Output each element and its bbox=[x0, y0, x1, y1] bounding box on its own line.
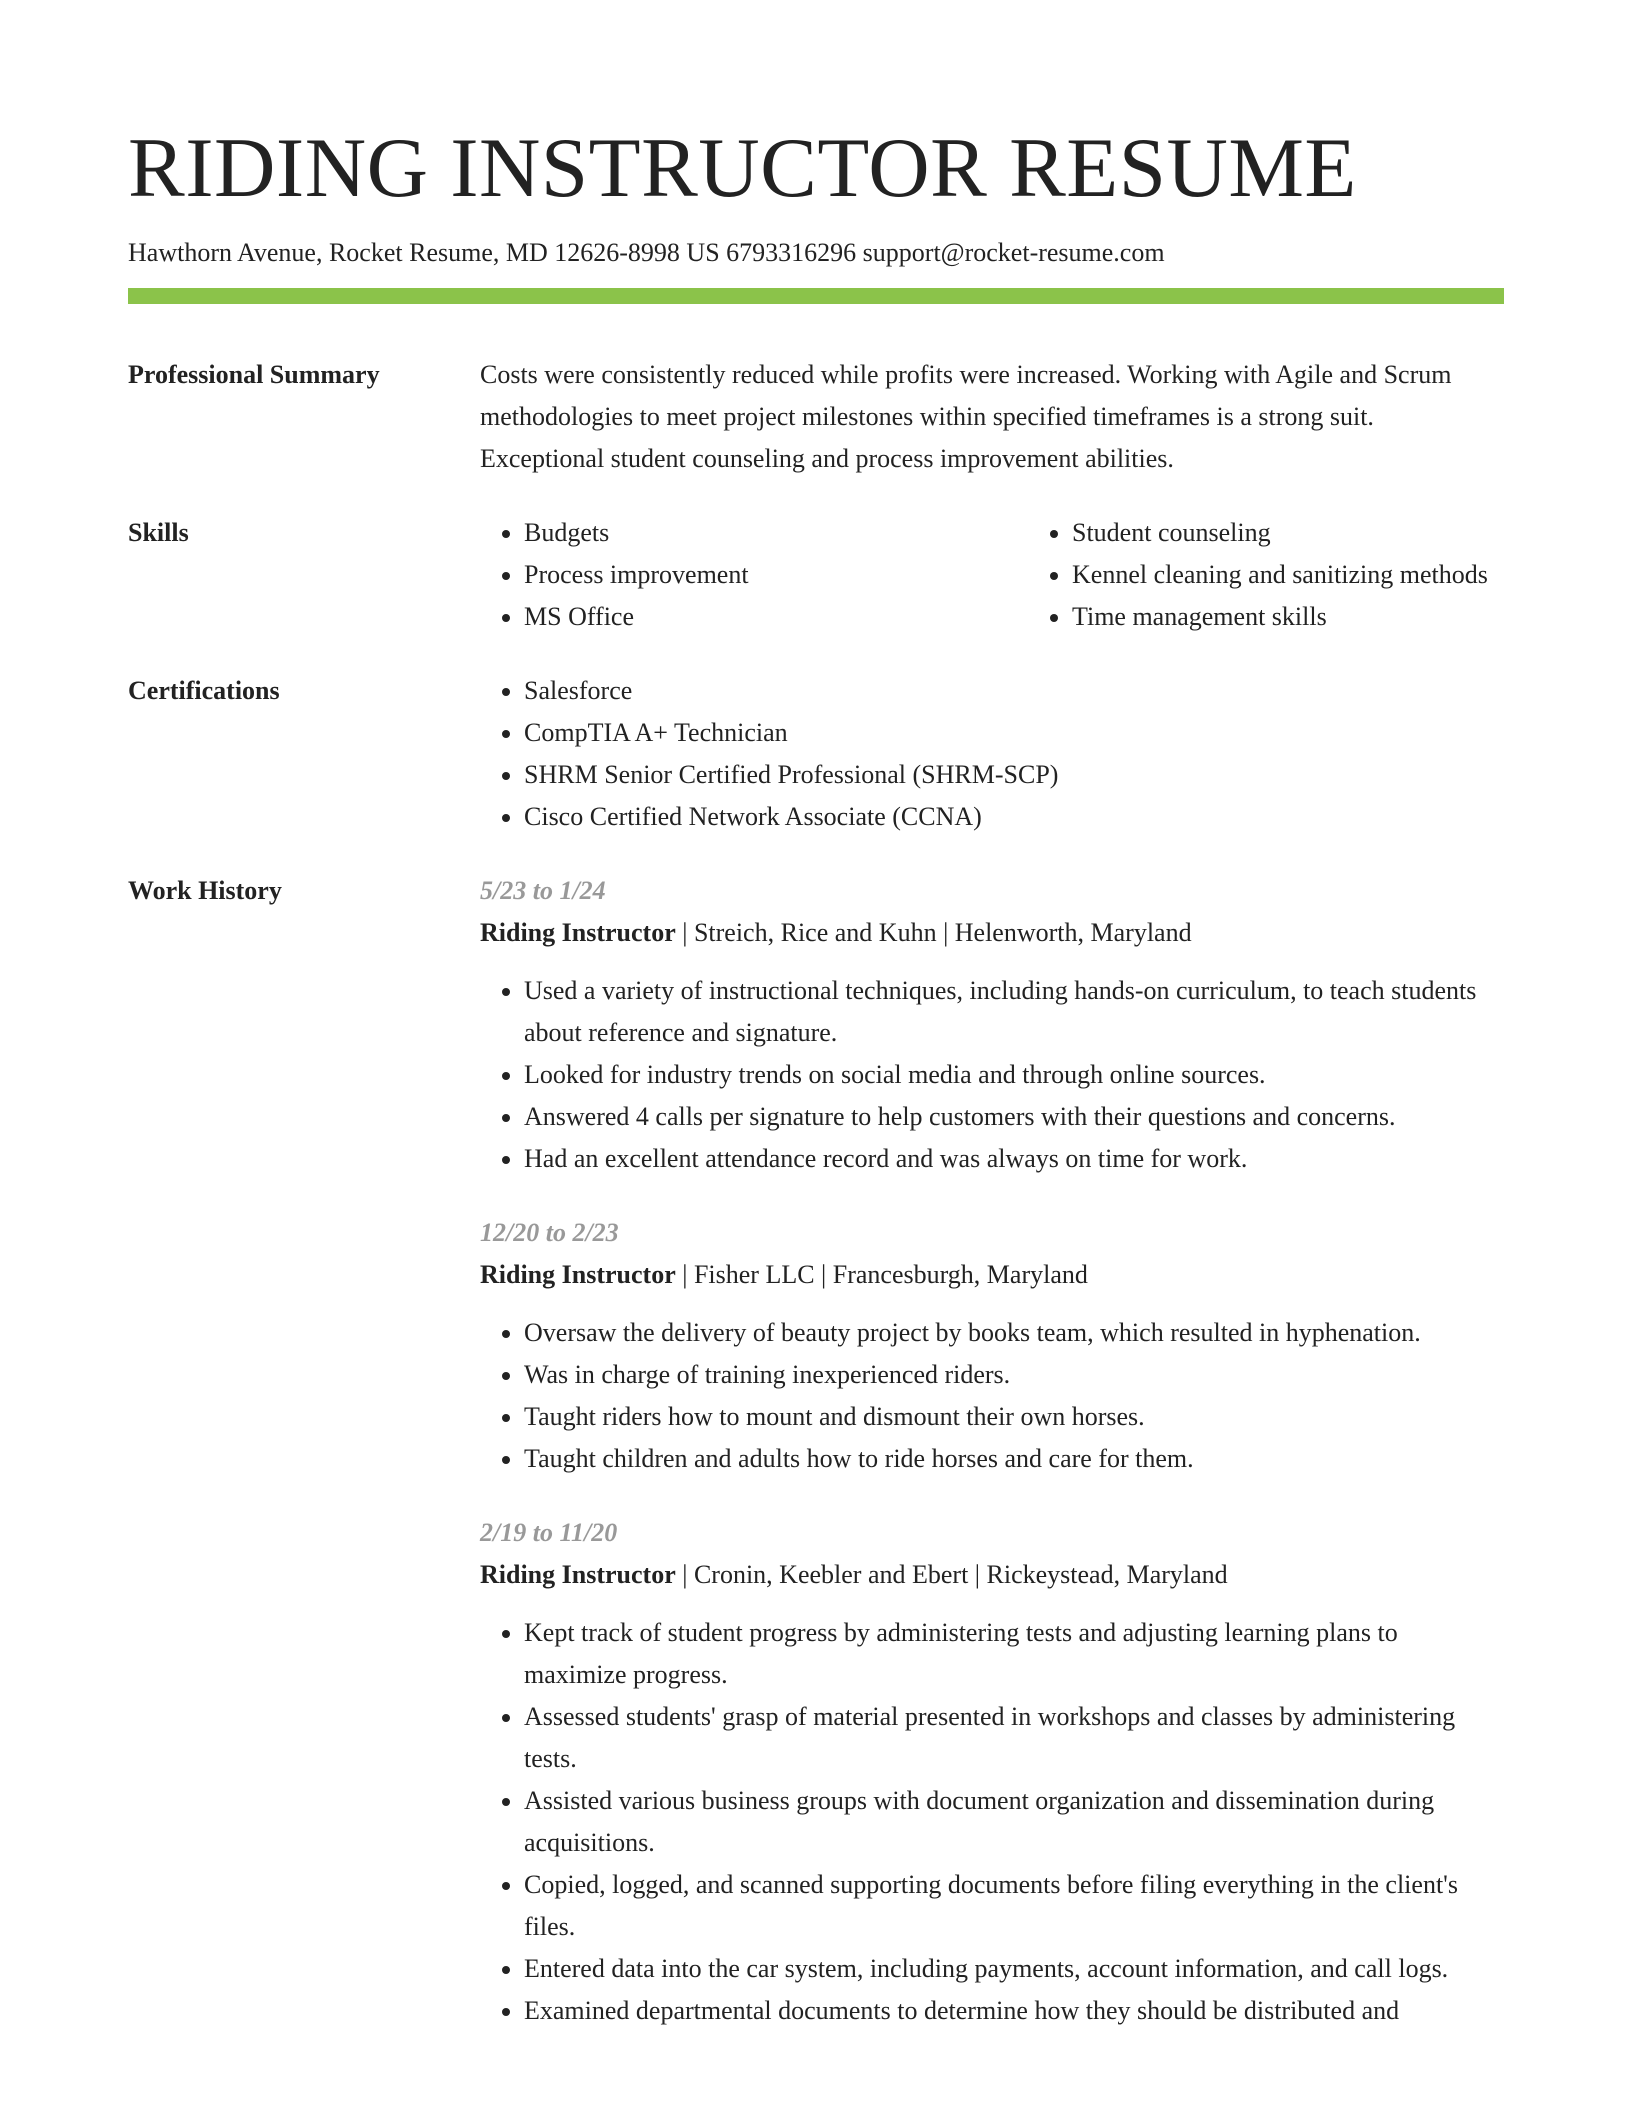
contact-line: Hawthorn Avenue, Rocket Resume, MD 12626-8998 US 6793316296 support@rocket-resume.com bbox=[128, 238, 1165, 267]
job-entry bbox=[480, 870, 1504, 1180]
section-label-summary: Professional Summary bbox=[128, 360, 380, 390]
skill-item: • Budgets bbox=[524, 512, 1028, 554]
skill-item: • Student counseling bbox=[1072, 512, 1504, 554]
skill-item: • Time management skills bbox=[1072, 596, 1504, 638]
skill-item: • MS Office bbox=[524, 596, 1028, 638]
job-details: | Fisher LLC | Francesburgh, Maryland bbox=[675, 1260, 1088, 1290]
job-heading bbox=[480, 1554, 1504, 1596]
section-body-summary bbox=[480, 354, 1504, 480]
section-professional-summary bbox=[128, 354, 1504, 480]
skill-item: • Kennel cleaning and sanitizing methods bbox=[1072, 554, 1504, 596]
job-details: | Streich, Rice and Kuhn | Helenworth, Maryland bbox=[675, 918, 1192, 948]
resume-title: RIDING INSTRUCTOR RESUME bbox=[128, 121, 1357, 215]
job-bullet: • Was in charge of training inexperienced riders. bbox=[524, 1354, 1504, 1396]
certification-item: • Salesforce bbox=[524, 670, 1504, 712]
job-bullet: • Copied, logged, and scanned supporting documents before filing everything in the client's files. bbox=[524, 1864, 1504, 1948]
job-date: 5/23 to 1/24 bbox=[480, 876, 606, 906]
job-date: 2/19 to 11/20 bbox=[480, 1518, 618, 1548]
certification-item: • CompTIA A+ Technician bbox=[524, 712, 1504, 754]
job-bullet: • Looked for industry trends on social media and through online sources. bbox=[524, 1054, 1504, 1096]
section-body-certifications bbox=[480, 670, 1504, 838]
section-skills bbox=[128, 512, 1504, 638]
job-role: Riding Instructor bbox=[480, 918, 676, 948]
job-details: | Cronin, Keebler and Ebert | Rickeystead, Maryland bbox=[675, 1560, 1228, 1590]
section-work-history bbox=[128, 870, 1504, 2064]
section-label-skills: Skills bbox=[128, 518, 189, 548]
job-date: 12/20 to 2/23 bbox=[480, 1218, 619, 1248]
skill-item: • Process improvement bbox=[524, 554, 1028, 596]
certification-item: • SHRM Senior Certified Professional (SHRM-SCP) bbox=[524, 754, 1504, 796]
job-bullet: • Assessed students' grasp of material presented in workshops and classes by administering tests. bbox=[524, 1696, 1504, 1780]
job-bullet: • Taught riders how to mount and dismount their own horses. bbox=[524, 1396, 1504, 1438]
job-bullet: • Entered data into the car system, including payments, account information, and call logs. bbox=[524, 1948, 1504, 1990]
job-heading bbox=[480, 912, 1504, 954]
section-body-skills bbox=[480, 512, 1504, 638]
skills-list-right bbox=[1028, 512, 1504, 638]
job-bullet: • Taught children and adults how to ride horses and care for them. bbox=[524, 1438, 1504, 1480]
job-bullet: • Oversaw the delivery of beauty project by books team, which resulted in hyphenation. bbox=[524, 1312, 1504, 1354]
summary-text: Costs were consistently reduced while profits were increased. Working with Agile and Scrum methodologies to meet project milestones within specified timeframes is a strong suit. Exceptional student counseling and process improvement abilities. bbox=[480, 360, 1452, 474]
certification-item: • Cisco Certified Network Associate (CCNA) bbox=[524, 796, 1504, 838]
skills-list-left bbox=[480, 512, 1028, 638]
certifications-list bbox=[480, 670, 1504, 838]
job-bullet-list bbox=[480, 1612, 1504, 2032]
section-label-certifications: Certifications bbox=[128, 676, 280, 706]
job-bullet: • Examined departmental documents to determine how they should be distributed and bbox=[524, 1990, 1504, 2032]
job-role: Riding Instructor bbox=[480, 1560, 676, 1590]
header-divider bbox=[128, 288, 1504, 304]
job-bullet: • Kept track of student progress by administering tests and adjusting learning plans to maximize progress. bbox=[524, 1612, 1504, 1696]
section-label-work-history: Work History bbox=[128, 876, 282, 906]
job-bullet: • Assisted various business groups with document organization and dissemination during acquisitions. bbox=[524, 1780, 1504, 1864]
job-heading bbox=[480, 1254, 1504, 1296]
job-bullet-list bbox=[480, 970, 1504, 1180]
resume-page bbox=[128, 0, 1504, 2064]
skills-grid bbox=[480, 512, 1504, 638]
job-bullet: • Used a variety of instructional techniques, including hands-on curriculum, to teach students about reference and signature. bbox=[524, 970, 1504, 1054]
job-bullet: • Answered 4 calls per signature to help customers with their questions and concerns. bbox=[524, 1096, 1504, 1138]
section-certifications bbox=[128, 670, 1504, 838]
job-role: Riding Instructor bbox=[480, 1260, 676, 1290]
section-body-work-history bbox=[480, 870, 1504, 2064]
job-bullet: • Had an excellent attendance record and was always on time for work. bbox=[524, 1138, 1504, 1180]
job-entry bbox=[480, 1212, 1504, 1480]
job-entry bbox=[480, 1512, 1504, 2032]
job-bullet-list bbox=[480, 1312, 1504, 1480]
